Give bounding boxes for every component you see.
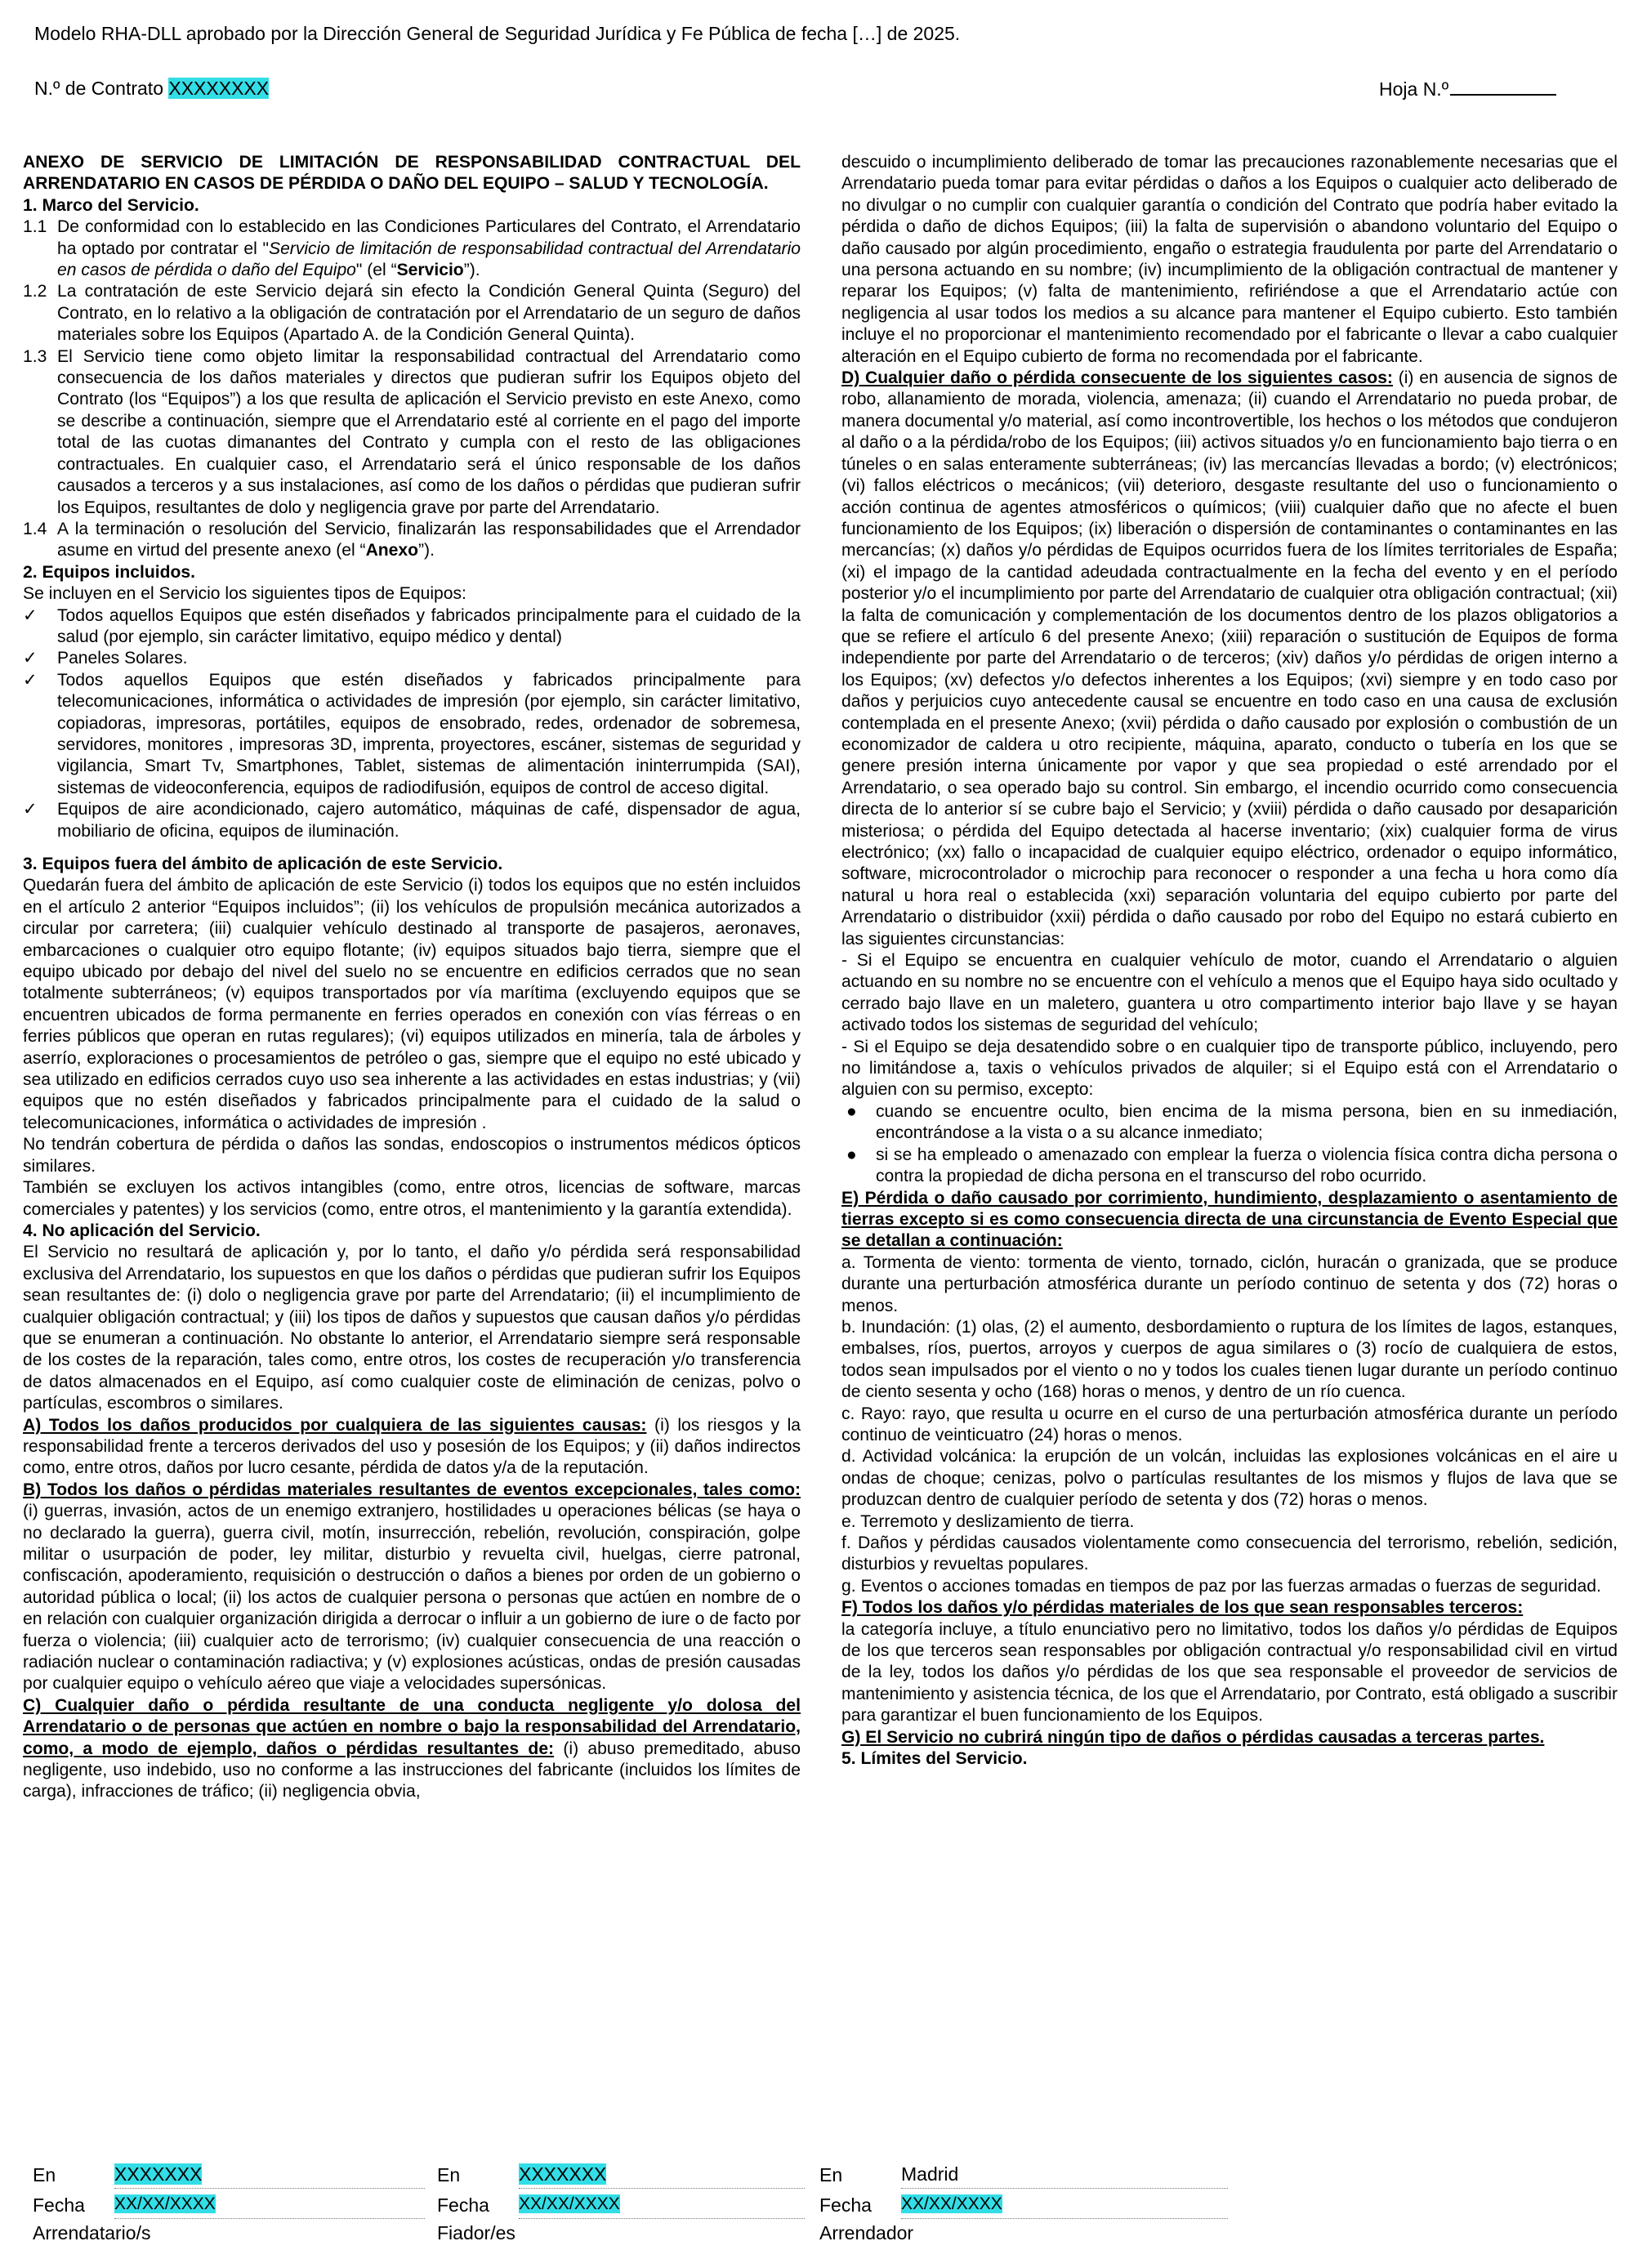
section-3-paragraph: También se excluyen los activos intangibles (como, entre otros, licencias de software, marcas comerciales y patentes) y los servicios (como, entre otros, el mantenimiento y la garantía extendida). [23,1178,801,1219]
section-3-heading: 3. Equipos fuera del ámbito de aplicación de este Servicio. [23,855,503,873]
tenant-place-field[interactable]: XXXXXXX [114,2160,425,2189]
guarantor-date-field[interactable]: XX/XX/XXXX [519,2189,805,2219]
lessor-signature-block: En Madrid Fecha XX/XX/XXXX Arrendador [819,2160,1228,2247]
list-item: ● si se ha empleado o amenazado con emplear la fuerza o violencia física contra dicha persona o contra la propiedad de dicha persona en el transcurso del robo ocurrido. [841,1145,1618,1188]
section-3-paragraph: Quedarán fuera del ámbito de aplicación de este Servicio (i) todos los equipos que no estén incluidos en el artículo 2 anterior “Equipos incluidos”; (ii) los vehículos de propulsión mecánica autorizados a circular por carretera; (iii) cualquier vehículo destinado al transporte de pasajeros, aeronaves, embarcaciones o cualquier otro equipo flotante; (iv) equipos situados bajo tierra, siempre que el equipo ubicado por debajo del nivel del suelo no se encuentre en edificios cerrados que no sean totalmente subterráneos; (v) equipos transportados por vía marítima (excluyendo equipos que se encuentren ubicados de forma permanente en ferries operados en conexión con vías férreas o en ferries públicos que operan en rutas regulares); (vi) equipos utilizados en minería, tala de árboles y aserrío, exploraciones o procesamientos de petróleo o gas, siempre que el equipo no esté ubicado y sea utilizado en edificios cerrados cuyo uso sea inherente a las actividades en estas industrias; y (vii) equipos que no estén diseñados y fabricados principalmente para el cuidado de la salud o telecomunicaciones, informática o actividades de impresión . [23,876,801,1132]
section-5-heading: 5. Límites del Servicio. [841,1749,1028,1769]
list-item: b. Inundación: (1) olas, (2) el aumento, desbordamiento o ruptura de los límites de lagos, estanques, embalses, ríos, puertos, arroyos y cuerpos de agua similares o (3) rocío de cualquiera de estos, todos sean impulsados por el viento o no y todos los cuales tienen lugar durante un período continuo de ciento sesenta y ocho (168) horas o menos, y dentro de un río cuenca. [841,1317,1618,1402]
tenant-signature-block: En XXXXXXX Fecha XX/XX/XXXX Arrendatario/s [33,2160,425,2247]
guarantor-place-field[interactable]: XXXXXXX [519,2160,805,2189]
exclusion-f-text: la categoría incluye, a título enunciativo pero no limitativo, todos los daños y/o pérdidas de Equipos de los que terceros sean responsables por obligación contractual y/o responsabilidad civil en virtud de la ley, todos los daños y/o pérdidas de los que sea responsable el proveedor de servicios de mantenimiento y asistencia técnica, de los que el Arrendatario, por Contrato, está obligado a suscribir para garantizar el buen funcionamiento de los Equipos. [841,1619,1618,1726]
checkmark-icon: ✓ [23,649,38,668]
clause-1-1: 1.1 De conformidad con lo establecido en las Condiciones Particulares del Contrato, el Arrendatario ha optado por contratar el "Servicio de limitación de responsabilidad contractual del Arrendatario en casos de pérdida o daño del Equipo" (el “Servicio”). [23,217,801,280]
tenant-role-label: Arrendatario/s [33,2222,151,2243]
list-item: ✓ Todos aquellos Equipos que estén diseñados y fabricados principalmente para el cuidado de la salud (por ejemplo, sin carácter limitativo, equipo médico y dental) [23,605,801,649]
section-4-paragraph: El Servicio no resultará de aplicación y, por lo tanto, el daño y/o pérdida será responsabilidad exclusiva del Arrendatario, los supuestos en que los daños o pérdidas que pudieran sufrir los Equipos sean resultantes de: (i) dolo o negligencia grave por parte del Arrendatario; (ii) el incumplimiento de cualquier obligación contractual; y (iii) los tipos de daños y supuestos que causan daños y/o pérdidas que se enumeran a continuación. No obstante lo anterior, el Arrendatario siempre será responsable de los costes de la reparación, tales como, entre otros, los costes de recuperación y/o transferencia de datos almacenados en el Equipo, así como cualquier coste de eliminación de cenizas, polvo o partículas, escombros o similares. [23,1243,801,1413]
section-2-heading: 2. Equipos incluidos. [23,562,195,582]
exclusion-c-continued: descuido o incumplimiento deliberado de tomar las precauciones razonablemente necesarias que el Arrendatario pueda tomar para evitar pérdidas o daños a los Equipos o cualquier acto deliberado de no divulgar o no cumplir con cualquier garantía o condición del Contrato que podría haber evitado la pérdida o daño de dichos Equipos; (iii) la falta de supervisión o abandono voluntario del Equipo o daño causado por algún procedimiento, engaño o estrategia fraudulenta por parte del Arrendatario o una persona actuando en su nombre; (iv) incumplimiento de la obligación contractual de mantener y reparar los Equipos; (v) falta de mantenimiento, refiriéndose a que el Arrendatario actúe con negligencia al usar todos los medios a su alcance para mantener el Equipo cubierto. Esto también incluye el no proporcionar el mantenimiento recomendado por el fabricante o llevar a cabo cualquier alteración en el Equipo cubierto de forma no recomendada por el fabricante. [841,153,1618,366]
list-item: f. Daños y pérdidas causados violentamente como consecuencia del terrorismo, rebelión, sedición, disturbios y revueltas populares. [841,1534,1618,1574]
right-column [841,152,1618,1770]
bullet-icon: ● [846,1145,857,1164]
clause-1-4: 1.4 A la terminación o resolución del Servicio, finalizarán las responsabilidades que el Arrendador asume en virtud del presente anexo (el “Anexo”). [23,519,801,560]
lessor-place-field[interactable]: Madrid [901,2160,1228,2189]
contract-label: N.º de Contrato [34,78,163,99]
exclusion-a: A) Todos los daños producidos por cualquiera de las siguientes causas: (i) los riesgos y la responsabilidad frente a terceros derivados del uso y posesión de los Equipos; y (ii) daños indirectos como, entre otros, daños por lucro cesante, pérdida de datos y/a de la reputación. [23,1415,801,1478]
section-2-intro: Se incluyen en el Servicio los siguientes tipos de Equipos: [23,584,466,604]
guarantor-role-label: Fiador/es [437,2222,516,2243]
list-item: a. Tormenta de viento: tormenta de viento, tornado, ciclón, huracán o granizada, que se produce durante una perturbación atmosférica durante un período continuo de setenta y dos (72) horas o menos. [841,1252,1618,1315]
list-item: e. Terremoto y deslizamiento de tierra. [841,1511,1135,1531]
exclusion-d: D) Cualquier daño o pérdida consecuente de los siguientes casos: (i) en ausencia de signos de robo, allanamiento de morada, violencia, amenaza; (ii) cuando el Arrendatario no pueda probar, de manera documental y/o material, así como incontrovertible, los hechos o los métodos que condujeron al daño o a la pérdida/robo de los Equipos; (iii) activos situados y/o en funcionamiento bajo tierra o en túneles o en salas enteramente subterráneas; (iv) las mercancías llevadas a bordo; (v) electrónicos; (vi) fallos eléctricos o mecánicos; (vii) deterioro, desgaste resultante del uso o funcionamiento o acción continua de agentes atmosféricos o químicos; (viii) cualquier daño que no afecte el buen funcionamiento de los Equipos; (ix) liberación o dispersión de contaminantes o contaminantes en las mercancías; (x) daños y/o pérdidas de Equipos ocurridos fuera de los límites territoriales de España; (xi) el impago de la cantidad adeudada contractualmente en la fecha del evento y en el período posterior y/o el incumplimiento por parte del Arrendatario de cualquier otra obligación contractual; (xii) la falta de comunicación y complementación de los documentos dentro de los plazos obligatorios a que se refiere el artículo 6 del presente Anexo; (xiii) reparación o sustitución de Equipos de forma independiente por parte del Arrendatario o de terceros; (xiv) daños y/o pérdidas de origen interno a los Equipos; (xv) defectos y/o defectos inherentes a los Equipos; (xvi) siempre y en todo caso por daños y perjuicios cuyo antecedente causal se encuentre en todo caso en una causa de exclusión contemplada en el presente Anexo; (xvii) pérdida o daño causado por explosión o combustión de un economizador de caldera u otro recipiente, máquina, aparato, conducto o tubería en los que se genere presión interna únicamente por vapor y que sea propiedad o esté arrendado por el Arrendatario, o sea operado bajo su control. Sin embargo, el incendio ocurrido como consecuencia directa de lo anterior sí se cubre bajo el Servicio; y (xviii) pérdida o daño causado por desaparición misteriosa; o pérdida del Equipo detectada al hacerse inventario; (xix) cualquier forma de virus electrónico; (xx) fallo o incapacidad de cualquier equipo eléctrico, ordenador o equipo informático, software, microcontrolador o microchip para reconocer o responder a una fecha u hora como día natural u hora real o establecida (xxi) separación voluntaria del equipo cubierto por parte del Arrendatario o distribuidor (xxii) pérdida o daño causado por robo del Equipo no estará cubierto en las siguientes circunstancias: [841,368,1618,949]
lessor-date-field[interactable]: XX/XX/XXXX [901,2189,1228,2219]
contract-number-line [34,78,269,100]
list-item: c. Rayo: rayo, que resulta u ocurre en el curso de una perturbación atmosférica durante un período continuo de veinticuatro (24) horas o menos. [841,1404,1618,1444]
contract-number-field[interactable]: XXXXXXXX [168,78,270,99]
lessor-role-label: Arrendador [819,2222,914,2243]
theft-condition-vehicle: - Si el Equipo se encuentra en cualquier vehículo de motor, cuando el Arrendatario o alguien actuando en su nombre no se encuentre con el vehículo a menos que el Equipo haya sido ocultado y cerrado bajo llave en un maletero, guantera u otro compartimento interior bajo llave y se hayan activado todos los sistemas de seguridad del vehículo; [841,951,1618,1035]
bullet-icon: ● [846,1101,857,1121]
sheet-number-line [1379,78,1556,100]
list-item: ✓ Paneles Solares. [23,648,801,669]
section-1-heading: 1. Marco del Servicio. [23,195,199,215]
section-3-paragraph: No tendrán cobertura de pérdida o daños las sondas, endoscopios o instrumentos médicos ópticos similares. [23,1135,801,1176]
section-4-heading: 4. No aplicación del Servicio. [23,1221,261,1240]
list-item: ✓ Todos aquellos Equipos que estén diseñados y fabricados principalmente para telecomunicaciones, informática o actividades de impresión (por ejemplo, sin carácter limitativo, copiadoras, impresoras, portátiles, equipos de ensobrado, redes, ordenador de sobremesa, servidores, monitores , impresoras 3D, imprenta, proyectores, escáner, sistemas de seguridad y vigilancia, Smart Tv, Smartphones, Tablet, sistemas de alimentación ininterrumpida (SAI), sistemas de videoconferencia, equipos de radiodifusión, equipos de control de acceso digital. [23,670,801,799]
checkmark-icon: ✓ [23,670,38,690]
exclusion-c: C) Cualquier daño o pérdida resultante de una conducta negligente y/o dolosa del Arrendatario o de personas que actúen en nombre o bajo la responsabilidad del Arrendatario, como, a modo de ejemplo, daños o pérdidas resultantes de: (i) abuso premeditado, abuso negligente, uso indebido, uso no conforme a las instrucciones del fabricante (incluidos los límites de carga), infracciones de tráfico; (ii) negligencia obvia, [23,1695,801,1801]
exclusion-b: B) Todos los daños o pérdidas materiales resultantes de eventos excepcionales, tales como: (i) guerras, invasión, actos de un enemigo extranjero, hostilidades u operaciones bélicas (se haya o no declarado la guerra), guerra civil, motín, insurrección, rebelión, revolución, conspiración, golpe militar o usurpación de poder, ley militar, disturbio y revuelta civil, huelgas, cierre patronal, confiscación, apoderamiento, requisición o destrucción o daños a bienes por orden de un gobierno o autoridad pública o local; (ii) los actos de cualquier persona o personas que actúen en nombre de o en relación con cualquier organización dirigida a derrocar o influir a un gobierno de iure o de facto por fuerza o violencia; (iii) cualquier acto de terrorismo; (iv) cualquier consecuencia de una reacción o radiación nuclear o contaminación radiactiva; y (v) explosiones acústicas, ondas de presión causadas por cualquier equipo o vehículo aéreo que viaje a velocidades supersónicas. [23,1480,801,1694]
tenant-date-field[interactable]: XX/XX/XXXX [114,2189,425,2219]
checkmark-icon: ✓ [23,800,38,819]
list-item: ● cuando se encuentre oculto, bien encima de la misma persona, bien en su inmediación, encontrándose a la vista o a su alcance inmediato; [841,1101,1618,1145]
exclusion-e-heading: E) Pérdida o daño causado por corrimiento, hundimiento, desplazamiento o asentamiento de tierras excepto si es como consecuencia directa de una circunstancia de Evento Especial que se detallan a continuación: [841,1188,1618,1251]
theft-condition-transport: - Si el Equipo se deja desatendido sobre o en cualquier tipo de transporte público, incluyendo, pero no limitándose a, taxis o vehículos privados de alquiler; si el Equipo está con el Arrendatario o alguien con su permiso, excepto: [841,1037,1618,1100]
sheet-label: Hoja N.º [1379,78,1449,100]
list-item: g. Eventos o acciones tomadas en tiempos de paz por las fuerzas armadas o fuerzas de seguridad. [841,1576,1601,1596]
clause-1-3: 1.3 El Servicio tiene como objeto limitar la responsabilidad contractual del Arrendatario como consecuencia de los daños materiales y directos que pudieran sufrir los Equipos objeto del Contrato (los “Equipos”) a los que resulta de aplicación el Servicio previsto en este Anexo, como se describe a continuación, siempre que el Arrendatario esté al corriente en el pago del importe total de las cuotas dimanantes del Contrato y cumpla con el resto de las obligaciones contractuales. En cualquier caso, el Arrendatario será el único responsable de los daños causados a terceros y a sus instalaciones, así como de los daños o pérdidas que pudieran sufrir los Equipos, resultantes de dolo y negligencia grave por parte del Arrendatario. [23,346,801,517]
list-item: ✓ Equipos de aire acondicionado, cajero automático, máquinas de café, dispensador de agua, mobiliario de oficina, equipos de iluminación. [23,799,801,842]
left-column [23,152,801,1803]
clause-1-2: 1.2 La contratación de este Servicio dejará sin efecto la Condición General Quinta (Seguro) del Contrato, en lo relativo a la obligación de contratación por el Arrendatario de un seguro de daños materiales sobre los Equipos (Apartado A. de la Condición General Quinta). [23,282,801,345]
guarantor-signature-block: En XXXXXXX Fecha XX/XX/XXXX Fiador/es [437,2160,805,2247]
sheet-number-field[interactable] [1450,78,1556,96]
exclusion-f-heading: F) Todos los daños y/o pérdidas materiales de los que sean responsables terceros: [841,1598,1524,1618]
model-approval-line: Modelo RHA-DLL aprobado por la Dirección General de Seguridad Jurídica y Fe Pública de fecha […] de 2025. [34,23,961,44]
exclusion-g: G) El Servicio no cubrirá ningún tipo de daños o pérdidas causadas a terceras partes. [841,1727,1545,1747]
annex-title: ANEXO DE SERVICIO DE LIMITACIÓN DE RESPONSABILIDAD CONTRACTUAL DEL ARRENDATARIO EN CASOS DE PÉRDIDA O DAÑO DEL EQUIPO – SALUD Y TECNOLOGÍA. [23,153,801,194]
checkmark-icon: ✓ [23,605,38,625]
list-item: d. Actividad volcánica: la erupción de un volcán, incluidas las explosiones volcánicas en el aire u ondas de choque; cenizas, polvo o partículas resultantes de los mismos y flujos de lava que se produzcan dentro de cualquier período de setenta y dos (72) horas o menos. [841,1447,1618,1510]
